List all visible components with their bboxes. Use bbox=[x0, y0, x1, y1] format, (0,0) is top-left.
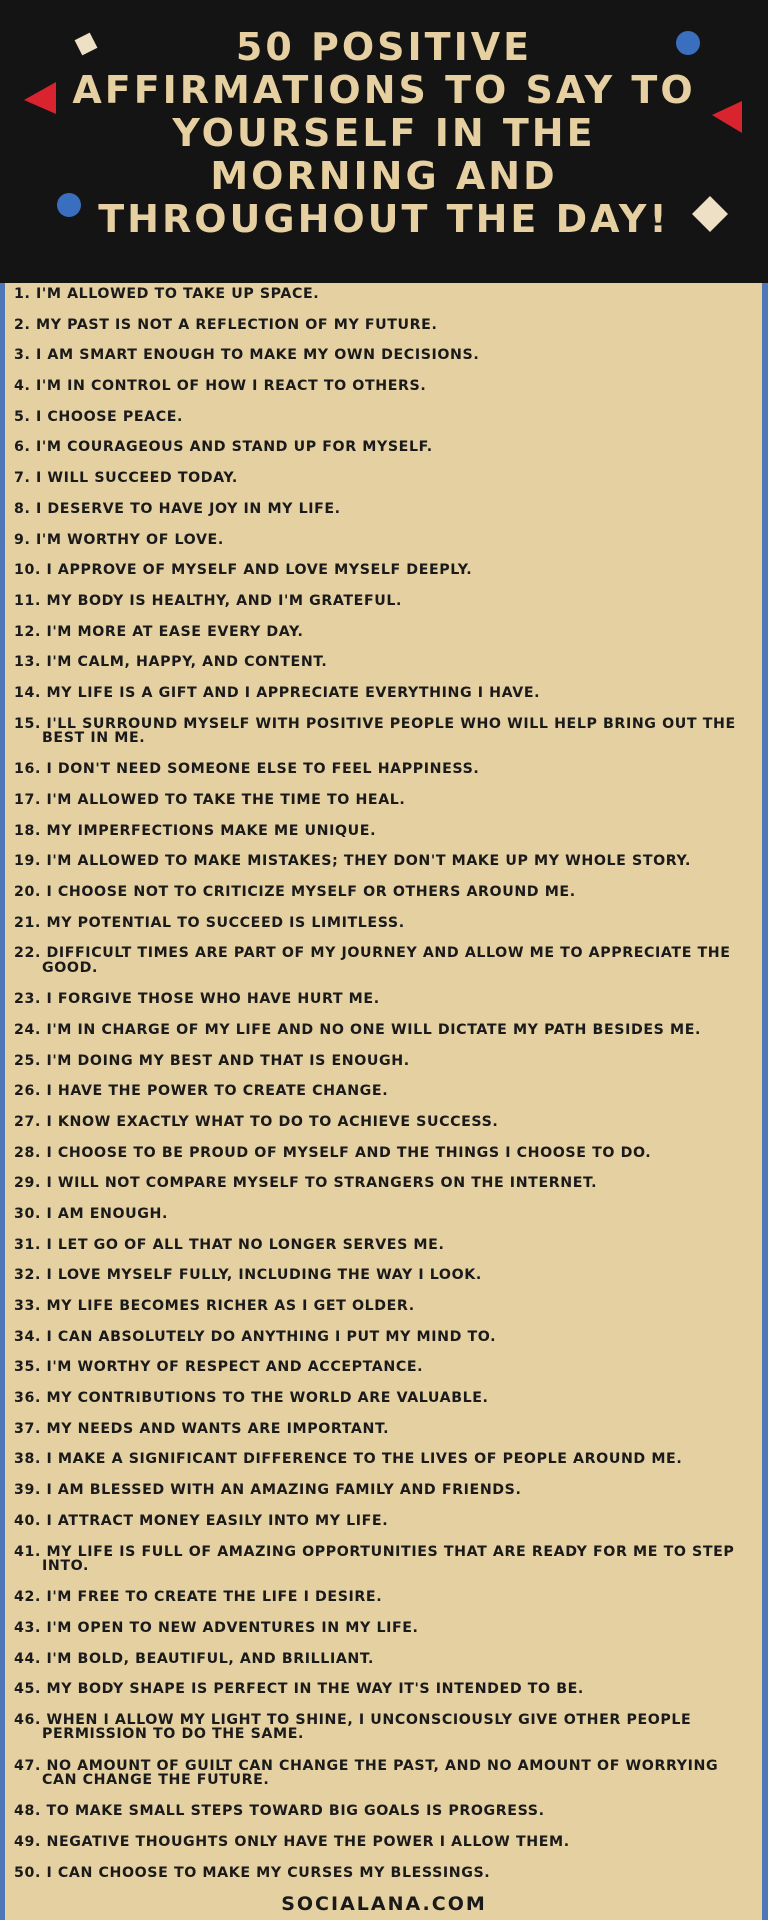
list-item: 18. MY IMPERFECTIONS MAKE ME UNIQUE. bbox=[14, 822, 377, 839]
list-item: 22. DIFFICULT TIMES ARE PART OF MY JOURNEY AND ALLOW ME TO APPRECIATE THE GOOD. bbox=[14, 945, 731, 976]
list-item: 37. MY NEEDS AND WANTS ARE IMPORTANT. bbox=[14, 1420, 390, 1437]
list-item: 6. I'M COURAGEOUS AND STAND UP FOR MYSELF. bbox=[14, 439, 433, 456]
list-item: 13. I'M CALM, HAPPY, AND CONTENT. bbox=[14, 654, 328, 671]
list-item: 8. I DESERVE TO HAVE JOY IN MY LIFE. bbox=[14, 500, 341, 517]
list-item: 50. I CAN CHOOSE TO MAKE MY CURSES MY BLESSINGS. bbox=[14, 1864, 491, 1881]
blue-dot-icon bbox=[675, 30, 701, 56]
cream-diamond-icon bbox=[73, 31, 99, 57]
list-item: 46. WHEN I ALLOW MY LIGHT TO SHINE, I UNCONSCIOUSLY GIVE OTHER PEOPLE PERMISSION TO DO THE SAME. bbox=[14, 1711, 692, 1743]
right-rule bbox=[762, 283, 768, 1920]
list-item: 48. TO MAKE SMALL STEPS TOWARD BIG GOALS IS PROGRESS. bbox=[14, 1803, 545, 1820]
list-item: 31. I LET GO OF ALL THAT NO LONGER SERVES ME. bbox=[14, 1236, 445, 1253]
list-item: 27. I KNOW EXACTLY WHAT TO DO TO ACHIEVE SUCCESS. bbox=[14, 1113, 499, 1130]
list-item: 35. I'M WORTHY OF RESPECT AND ACCEPTANCE. bbox=[14, 1359, 424, 1376]
list-item: 38. I MAKE A SIGNIFICANT DIFFERENCE TO THE LIVES OF PEOPLE AROUND ME. bbox=[14, 1451, 683, 1468]
list-item: 33. MY LIFE BECOMES RICHER AS I GET OLDER. bbox=[14, 1298, 415, 1314]
list-item: 5. I CHOOSE PEACE. bbox=[14, 408, 184, 425]
cream-diamond-icon bbox=[690, 194, 730, 234]
list-item: 43. I'M OPEN TO NEW ADVENTURES IN MY LIFE. bbox=[14, 1619, 419, 1636]
list-item: 39. I AM BLESSED WITH AN AMAZING FAMILY AND FRIENDS. bbox=[14, 1482, 522, 1499]
list-item: 29. I WILL NOT COMPARE MYSELF TO STRANGERS ON THE INTERNET. bbox=[14, 1175, 598, 1192]
list-item: 11. MY BODY IS HEALTHY, AND I'M GRATEFUL. bbox=[14, 592, 403, 609]
list-item: 40. I ATTRACT MONEY EASILY INTO MY LIFE. bbox=[14, 1512, 389, 1529]
blue-dot-icon bbox=[56, 192, 82, 218]
list-item: 3. I AM SMART ENOUGH TO MAKE MY OWN DECISIONS. bbox=[14, 347, 480, 364]
header-banner bbox=[0, 0, 768, 283]
list-item: 12. I'M MORE AT EASE EVERY DAY. bbox=[14, 623, 304, 640]
site-url: SOCIALANA.COM bbox=[281, 1893, 487, 1915]
list-item: 9. I'M WORTHY OF LOVE. bbox=[14, 531, 224, 548]
list-item: 30. I AM ENOUGH. bbox=[14, 1205, 168, 1222]
list-item: 32. I LOVE MYSELF FULLY, INCLUDING THE WAY I LOOK. bbox=[14, 1267, 482, 1284]
list-item: 44. I'M BOLD, BEAUTIFUL, AND BRILLIANT. bbox=[14, 1650, 374, 1667]
list-item: 24. I'M IN CHARGE OF MY LIFE AND NO ONE WILL DICTATE MY PATH BESIDES ME. bbox=[14, 1021, 701, 1038]
list-item: 49. NEGATIVE THOUGHTS ONLY HAVE THE POWER I ALLOW THEM. bbox=[14, 1834, 570, 1850]
list-item: 1. I'M ALLOWED TO TAKE UP SPACE. bbox=[14, 286, 320, 302]
list-item: 7. I WILL SUCCEED TODAY. bbox=[14, 470, 238, 487]
list-item: 16. I DON'T NEED SOMEONE ELSE TO FEEL HAPPINESS. bbox=[14, 761, 480, 778]
list-item: 42. I'M FREE TO CREATE THE LIFE I DESIRE. bbox=[14, 1589, 383, 1606]
list-item: 28. I CHOOSE TO BE PROUD OF MYSELF AND THE THINGS I CHOOSE TO DO. bbox=[14, 1144, 652, 1161]
list-item: 34. I CAN ABSOLUTELY DO ANYTHING I PUT MY MIND TO. bbox=[14, 1328, 497, 1345]
list-item: 17. I'M ALLOWED TO TAKE THE TIME TO HEAL. bbox=[14, 792, 406, 808]
affirmation-list bbox=[14, 287, 756, 1896]
list-item: 10. I APPROVE OF MYSELF AND LOVE MYSELF DEEPLY. bbox=[14, 562, 473, 579]
list-item: 4. I'M IN CONTROL OF HOW I REACT TO OTHERS. bbox=[14, 378, 427, 395]
list-item: 23. I FORGIVE THOSE WHO HAVE HURT ME. bbox=[14, 991, 380, 1008]
list-item: 15. I'LL SURROUND MYSELF WITH POSITIVE PEOPLE WHO WILL HELP BRING OUT THE BEST IN ME. bbox=[14, 715, 736, 747]
list-item: 45. MY BODY SHAPE IS PERFECT IN THE WAY IT'S INTENDED TO BE. bbox=[14, 1681, 584, 1698]
list-item: 2. MY PAST IS NOT A REFLECTION OF MY FUTURE. bbox=[14, 316, 438, 333]
list-item: 26. I HAVE THE POWER TO CREATE CHANGE. bbox=[14, 1083, 389, 1100]
list-item: 19. I'M ALLOWED TO MAKE MISTAKES; THEY DON'T MAKE UP MY WHOLE STORY. bbox=[14, 853, 692, 870]
list-item: 21. MY POTENTIAL TO SUCCEED IS LIMITLESS. bbox=[14, 914, 405, 931]
red-triangle-icon bbox=[22, 80, 58, 116]
list-item: 25. I'M DOING MY BEST AND THAT IS ENOUGH. bbox=[14, 1052, 410, 1069]
list-item: 14. MY LIFE IS A GIFT AND I APPRECIATE EVERYTHING I HAVE. bbox=[14, 684, 541, 701]
page-title: 50 POSITIVE AFFIRMATIONS TO SAY TO YOURSELF IN THE MORNING AND THROUGHOUT THE DAY! bbox=[72, 25, 696, 241]
left-rule bbox=[0, 283, 5, 1920]
list-item: 36. MY CONTRIBUTIONS TO THE WORLD ARE VALUABLE. bbox=[14, 1390, 489, 1407]
list-item: 47. NO AMOUNT OF GUILT CAN CHANGE THE PAST, AND NO AMOUNT OF WORRYING CAN CHANGE THE FUTURE. bbox=[14, 1757, 719, 1789]
list-item: 41. MY LIFE IS FULL OF AMAZING OPPORTUNITIES THAT ARE READY FOR ME TO STEP INTO. bbox=[14, 1543, 735, 1574]
list-item: 20. I CHOOSE NOT TO CRITICIZE MYSELF OR OTHERS AROUND ME. bbox=[14, 884, 576, 901]
red-triangle-icon bbox=[708, 99, 744, 135]
